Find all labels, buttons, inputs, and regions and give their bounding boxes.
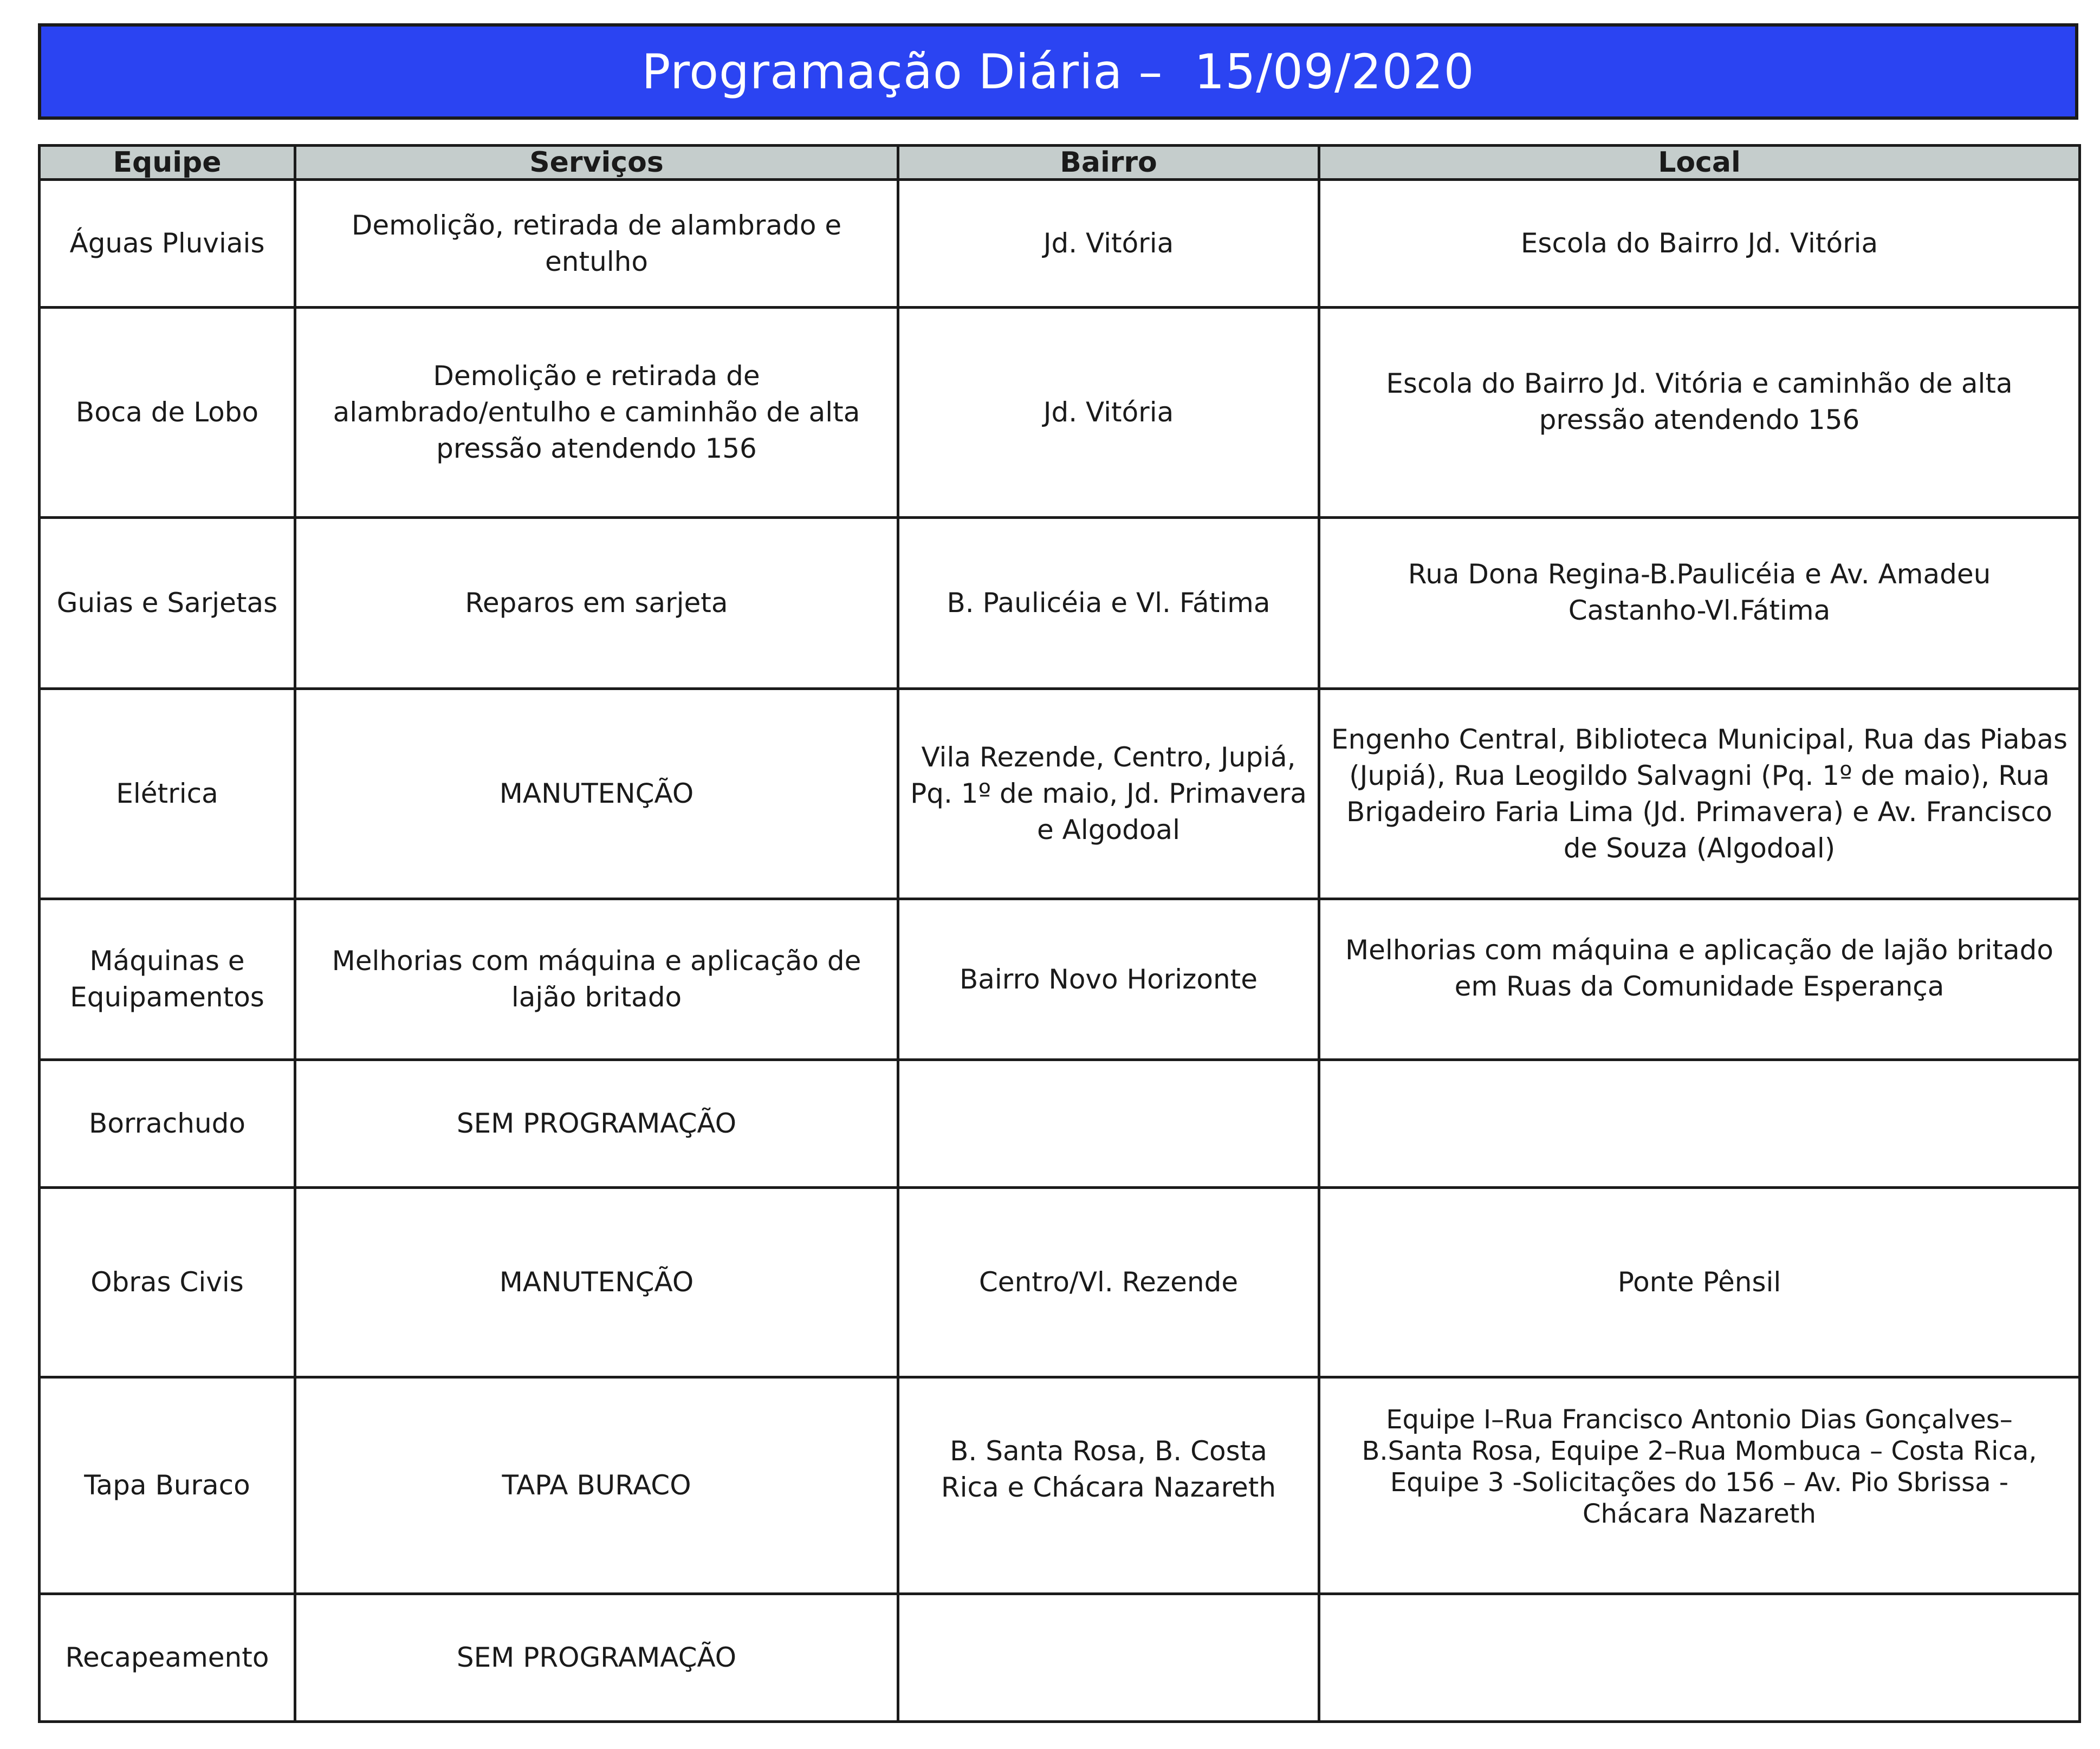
cell-bairro: B. Paulicéia e Vl. Fátima [898, 518, 1319, 689]
header-servicos: Serviços [295, 146, 898, 180]
table-row [40, 518, 2080, 689]
cell-bairro: Vila Rezende, Centro, Jupiá, Pq. 1º de maio, Jd. Primavera e Algodoal [898, 689, 1319, 899]
table-row [40, 1060, 2080, 1188]
cell-bairro: Centro/Vl. Rezende [898, 1188, 1319, 1377]
cell-local: Melhorias com máquina e aplicação de lajão britado em Ruas da Comunidade Esperança [1319, 899, 2080, 1060]
header-bairro: Bairro [898, 146, 1319, 180]
cell-servicos: TAPA BURACO [295, 1377, 898, 1594]
cell-equipe: Máquinas e Equipamentos [40, 899, 295, 1060]
cell-equipe: Boca de Lobo [40, 308, 295, 518]
cell-local [1319, 1060, 2080, 1188]
cell-equipe: Águas Pluviais [40, 180, 295, 308]
cell-local: Engenho Central, Biblioteca Municipal, Rua das Piabas (Jupiá), Rua Leogildo Salvagni (Pq. 1º de maio), Rua Brigadeiro Faria Lima (Jd. Primavera) e Av. Francisco de Souza (Algodoal) [1319, 689, 2080, 899]
cell-servicos: Reparos em sarjeta [295, 518, 898, 689]
cell-bairro [898, 1594, 1319, 1722]
cell-bairro: Jd. Vitória [898, 180, 1319, 308]
header-local: Local [1319, 146, 2080, 180]
cell-bairro: B. Santa Rosa, B. Costa Rica e Chácara Nazareth [898, 1377, 1319, 1594]
table-row [40, 308, 2080, 518]
cell-servicos: MANUTENÇÃO [295, 1188, 898, 1377]
cell-local: Equipe I–Rua Francisco Antonio Dias Gonçalves– B.Santa Rosa, Equipe 2–Rua Mombuca – Costa Rica, Equipe 3 -Solicitações do 156 – Av. Pio Sbrissa -Chácara Nazareth [1319, 1377, 2080, 1594]
cell-local: Rua Dona Regina-B.Paulicéia e Av. Amadeu Castanho-Vl.Fátima [1319, 518, 2080, 689]
table-row [40, 689, 2080, 899]
table-row [40, 1594, 2080, 1722]
cell-servicos: MANUTENÇÃO [295, 689, 898, 899]
table-row [40, 1377, 2080, 1594]
cell-servicos: SEM PROGRAMAÇÃO [295, 1594, 898, 1722]
schedule-table [38, 144, 2081, 1723]
cell-servicos: Melhorias com máquina e aplicação de lajão britado [295, 899, 898, 1060]
cell-local: Escola do Bairro Jd. Vitória [1319, 180, 2080, 308]
cell-equipe: Borrachudo [40, 1060, 295, 1188]
cell-equipe: Elétrica [40, 689, 295, 899]
cell-bairro [898, 1060, 1319, 1188]
header-equipe: Equipe [40, 146, 295, 180]
cell-bairro: Jd. Vitória [898, 308, 1319, 518]
table-row [40, 899, 2080, 1060]
cell-local [1319, 1594, 2080, 1722]
table-row [40, 1188, 2080, 1377]
cell-equipe: Obras Civis [40, 1188, 295, 1377]
cell-bairro: Bairro Novo Horizonte [898, 899, 1319, 1060]
table-row [40, 180, 2080, 308]
cell-equipe: Recapeamento [40, 1594, 295, 1722]
cell-servicos: SEM PROGRAMAÇÃO [295, 1060, 898, 1188]
cell-local: Ponte Pênsil [1319, 1188, 2080, 1377]
cell-servicos: Demolição e retirada de alambrado/entulho e caminhão de alta pressão atendendo 156 [295, 308, 898, 518]
cell-local: Escola do Bairro Jd. Vitória e caminhão de alta pressão atendendo 156 [1319, 308, 2080, 518]
cell-equipe: Guias e Sarjetas [40, 518, 295, 689]
page-title: Programação Diária – 15/09/2020 [38, 23, 2078, 120]
table-header-row [40, 146, 2080, 180]
cell-equipe: Tapa Buraco [40, 1377, 295, 1594]
cell-servicos: Demolição, retirada de alambrado e entulho [295, 180, 898, 308]
